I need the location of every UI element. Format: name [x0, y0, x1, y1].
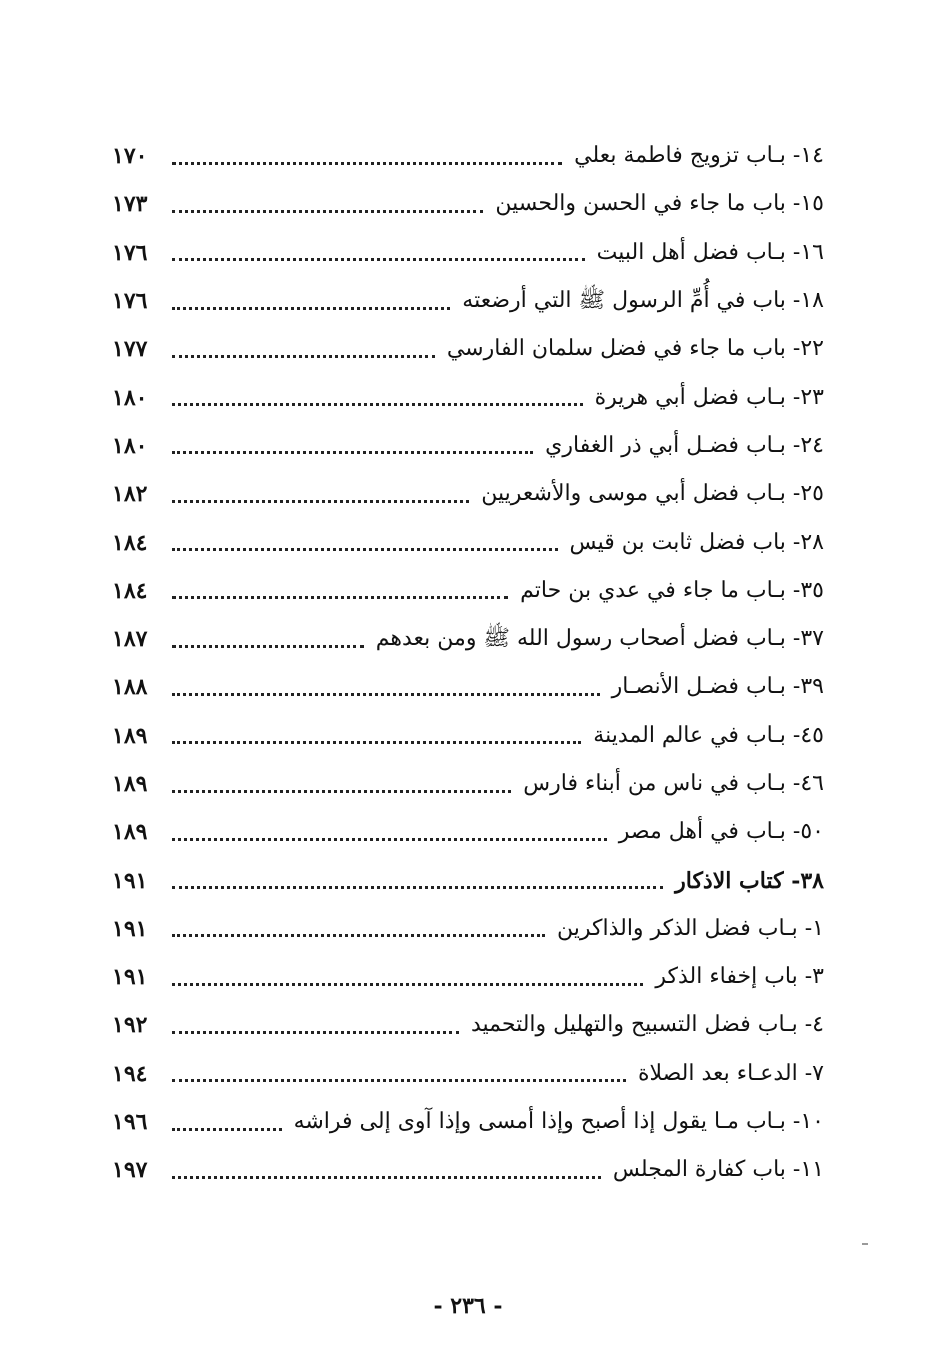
toc-entry-page: ١٩١: [112, 867, 148, 894]
dot-leader: [172, 451, 533, 454]
toc-chapter-title: ٣٨- كتاب الاذكار: [675, 867, 824, 894]
toc-entry-page: ١٩٢: [112, 1012, 148, 1039]
dot-leader: [172, 258, 585, 261]
toc-entry-page: ١٨٩: [112, 771, 148, 797]
toc-entry: [112, 277, 824, 325]
toc-entry-page: ١٨٤: [112, 577, 148, 604]
toc-entry: [112, 325, 824, 373]
toc-entry: [112, 373, 824, 421]
dot-leader: [172, 934, 545, 937]
toc-entry-page: ١٩١: [112, 964, 148, 991]
toc-entry: [112, 663, 824, 711]
toc-entry-page: ١٨٨: [112, 674, 148, 701]
toc-entry: [112, 132, 824, 180]
toc-entry: [112, 808, 824, 856]
page-number: - ٢٣٦ -: [433, 1293, 503, 1319]
toc-entry-title: ٣٥- بـاب ما جاء في عدي بن حاتم: [520, 577, 824, 603]
toc-entry-title: ٤- بـاب فضل التسبيح والتهليل والتحميد: [470, 1012, 824, 1038]
toc-entry: [112, 1050, 824, 1098]
toc-entry-page: ١٨٤: [112, 529, 148, 556]
toc-entry-title: ١- بـاب فضل الذكر والذاكرين: [556, 915, 824, 941]
toc-entry-title: ٤٦- بـاب في ناس من أبناء فارس: [523, 771, 824, 796]
toc-entry: [112, 953, 824, 1001]
dot-leader: [172, 741, 581, 744]
dot-leader: [172, 355, 435, 358]
toc-entry-title: ٢٣- بـاب فضل أبي هريرة: [594, 384, 824, 410]
dot-leader: [172, 403, 583, 406]
dot-leader: [172, 500, 469, 503]
dot-leader: [172, 693, 600, 696]
toc-entry: [112, 1098, 824, 1146]
dot-leader: [172, 162, 562, 165]
dot-leader: [172, 1128, 282, 1131]
dot-leader: [172, 645, 364, 648]
toc-entry-page: ١٨٩: [112, 722, 148, 749]
toc-entry-page: ١٧٠: [112, 143, 148, 170]
toc-entry-page: ١٩٦: [112, 1109, 148, 1136]
toc-chapter-entry: [112, 856, 824, 904]
toc-entry-title: ٤٥- بـاب في عالم المدينة: [593, 722, 824, 748]
toc-entry-title: ٢٨- باب فضل ثابت بن قيس: [569, 529, 824, 555]
toc-entry-title: ٥٠- بـاب في أهل مصر: [618, 819, 824, 845]
toc-entry-title: ٢٤- بـاب فضـل أبي ذر الغفاري: [545, 432, 824, 458]
dot-leader: [172, 210, 483, 213]
toc-entry-title: ٢٢- باب ما جاء في فضل سلمان الفارسي: [446, 336, 824, 362]
toc-entry-page: ١٨٧: [112, 626, 148, 653]
toc-entry: [112, 567, 824, 615]
toc-entry-title: ١٤- بـاب تزويج فاطمة بعلي: [574, 143, 824, 169]
toc-entry: [112, 180, 824, 228]
dot-leader: [172, 1176, 601, 1179]
toc-entry-page: ١٩٤: [112, 1060, 148, 1087]
toc-entry: [112, 470, 824, 518]
dot-leader: [172, 1031, 459, 1034]
toc-entry-page: ١٧٦: [112, 288, 148, 315]
toc-entry-page: ١٧٦: [112, 239, 148, 266]
toc-entry: [112, 1001, 824, 1049]
toc-entry-title: ٧- الدعـاء بعد الصلاة: [637, 1060, 824, 1086]
dot-leader: [172, 983, 643, 986]
toc-entry-title: ١١- باب كفارة المجلس: [612, 1157, 824, 1183]
toc-entry: [112, 518, 824, 566]
toc-entry-page: ١٩١: [112, 915, 148, 942]
toc-entry-title: ١٨- باب في أُمِّ الرسول ﷺ التي أرضعته: [462, 288, 824, 314]
dot-leader: [172, 886, 663, 889]
toc-entry-page: ١٨٠: [112, 384, 148, 411]
toc-entry-title: ٣- باب إخفاء الذكر: [655, 964, 824, 990]
toc-entry: [112, 760, 824, 808]
toc-entry: [112, 229, 824, 277]
toc-entry-title: ١٥- باب ما جاء في الحسن والحسين: [495, 191, 824, 217]
toc-entry: [112, 422, 824, 470]
toc-entry-page: ١٨٢: [112, 481, 148, 508]
dot-leader: [172, 790, 511, 793]
toc-entry-title: ٢٥- بـاب فضل أبي موسى والأشعريين: [481, 481, 824, 507]
toc-entry-page: ١٩٧: [112, 1157, 148, 1184]
toc-entry: [112, 1146, 824, 1194]
toc-entry-title: ١٠- بـاب مـا يقول إذا أصبح وإذا أمسى وإذا آوى إلى فراشه: [293, 1109, 824, 1135]
toc-entry-page: ١٧٣: [112, 191, 148, 218]
toc-entry: [112, 615, 824, 663]
toc-entry: [112, 905, 824, 953]
dot-leader: [172, 596, 508, 599]
toc-entry-page: ١٨٩: [112, 819, 148, 846]
toc-entry-title: ٣٧- بـاب فضل أصحاب رسول الله ﷺ ومن بعدهم: [375, 626, 824, 652]
dot-leader: [172, 838, 607, 841]
dot-leader: [172, 307, 450, 310]
toc-entry-page: ١٨٠: [112, 432, 148, 459]
dot-leader: [172, 1079, 626, 1082]
scan-speck: [862, 1243, 868, 1245]
table-of-contents: [112, 132, 824, 1195]
toc-entry-title: ١٦- بـاب فضل أهل البيت: [596, 239, 824, 265]
dot-leader: [172, 548, 558, 551]
toc-entry-page: ١٧٧: [112, 336, 148, 363]
toc-entry-title: ٣٩- بـاب فضـل الأنصـار: [611, 674, 824, 700]
toc-entry: [112, 712, 824, 760]
